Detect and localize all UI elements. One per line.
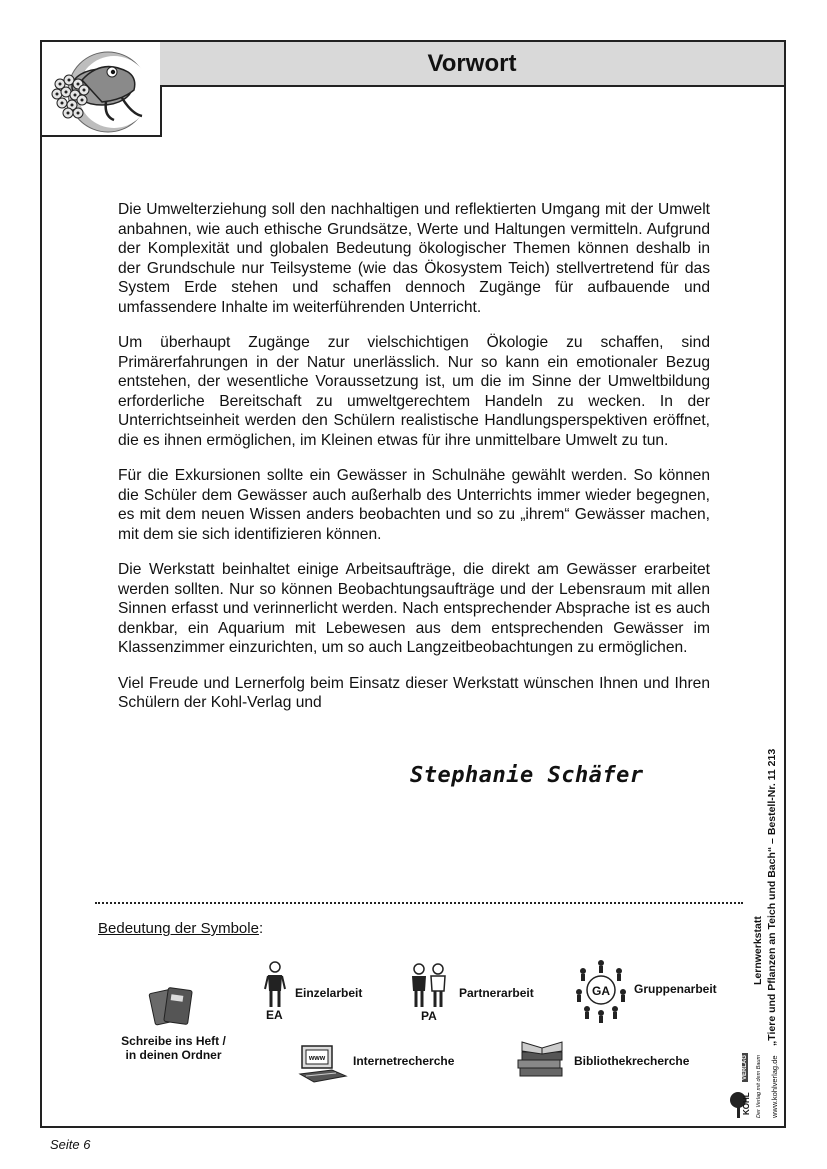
paragraph-3: Für die Exkursionen sollte ein Gewässer in Schulnähe gewählt werden. So können die Schüler dem Gewässer auch außerhalb des Unterrichts immer wieder begegnen, es mit dem neuen Wissen anders beobachten und so zu „ihrem“ Gewässer machen, mit dem sie sich identifizieren können. <box>118 467 710 543</box>
sidebar-line2: „Tiere und Pflanzen an Teich und Bach“ – Bestell-Nr. 11 213 <box>766 748 778 1046</box>
computer-icon <box>296 1044 348 1084</box>
heft-label-line1: Schreibe ins Heft / <box>121 1034 226 1048</box>
heft-label <box>116 1034 231 1062</box>
www-text: www <box>308 1055 326 1062</box>
dotted-divider <box>95 902 743 904</box>
einzel-label: Einzelarbeit <box>295 986 363 1000</box>
partner-label: Partnerarbeit <box>459 986 534 1000</box>
book-stack-icon <box>514 1038 568 1082</box>
heft-label-line2: in deinen Ordner <box>125 1048 222 1062</box>
signature: Stephanie Schäfer <box>410 763 644 788</box>
notebook-icon <box>148 985 196 1029</box>
ga-abbr: GA <box>592 984 610 998</box>
paragraph-5: Viel Freude und Lernerfolg beim Einsatz dieser Werkstatt wünschen Ihnen und Ihren Schülern der Kohl-Verlag und <box>118 674 710 711</box>
frog-with-eggs-icon <box>42 42 160 135</box>
title-bar <box>160 40 786 87</box>
ea-abbr: EA <box>266 1008 283 1022</box>
legend-heading <box>98 920 263 937</box>
pa-abbr: PA <box>421 1009 437 1023</box>
publisher-slogan: Der Verlag mit dem Baum <box>756 1054 762 1118</box>
page-number: Seite 6 <box>50 1137 91 1152</box>
gruppe-label: Gruppenarbeit <box>634 982 717 996</box>
legend-heading-colon: : <box>258 920 264 937</box>
paragraph-2: Um überhaupt Zugänge zur vielschichtigen Ökologie zu schaffen, sind Primärerfahrungen in der Natur unerlässlich. Nur so kann ein emotionaler Bezug entstehen, der wesentliche Voraussetzung ist, um die im Sinne der Umweltbildung erforderliche Bereitschaft zu umweltgerechtem Handeln zu wecken. In der Unterrichtseinheit werden den Schülern realistische Handlungsperspektiven eröffnet, die es ihnen ermöglichen, im Kleinen etwas für ihre unmittelbare Umwelt zu tun. <box>118 334 710 449</box>
two-persons-icon <box>409 963 449 1009</box>
internet-label: Internetrecherche <box>353 1054 455 1068</box>
single-person-icon <box>263 961 287 1009</box>
paragraph-1: Die Umwelterziehung soll den nachhaltigen und reflektierten Umgang mit der Umwelt anbahnen, wie auch ethische Grundsätze, Werte und Haltungen vermitteln. Aufgrund der Komplexität und globalen Bedeutung ökologischer Themen können deshalb in der Grundschule nur Teilsysteme (wie das Ökosystem Teich) stellvertretend für das System Erde stehen und schaffen dennoch Zugänge für aufbauende und umfassendere Inhalte im weiterführenden Unterricht. <box>118 201 710 316</box>
publisher-name: KOHL <box>742 1092 751 1115</box>
group-circle-icon <box>575 958 627 1024</box>
page-title: Vorwort <box>427 49 517 77</box>
publisher-tag: VERLAG <box>742 1054 748 1080</box>
body-text <box>118 200 710 729</box>
legend-heading-text: Bedeutung der Symbole <box>98 920 259 937</box>
paragraph-4: Die Werkstatt beinhaltet einige Arbeitsaufträge, die direkt am Gewässer erarbeitet werden sollten. Nur so können Beobachtungsaufträge und der Lebensraum mit allen Sinnen erfasst und verinnerlicht werden. Nach entsprechender Absprache ist es auch denkbar, ein Aquarium mit Lebewesen aus dem entsprechenden Gewässer im Klassenzimmer einzurichten, um so auch Langzeitbeobachtungen zu ermöglichen. <box>118 561 710 656</box>
sidebar-line1: Lernwerkstatt <box>752 916 764 985</box>
logo-box <box>40 40 162 137</box>
publisher-website: www.kohlverlag.de <box>770 1055 779 1118</box>
bibliothek-label: Bibliothekrecherche <box>574 1054 690 1068</box>
